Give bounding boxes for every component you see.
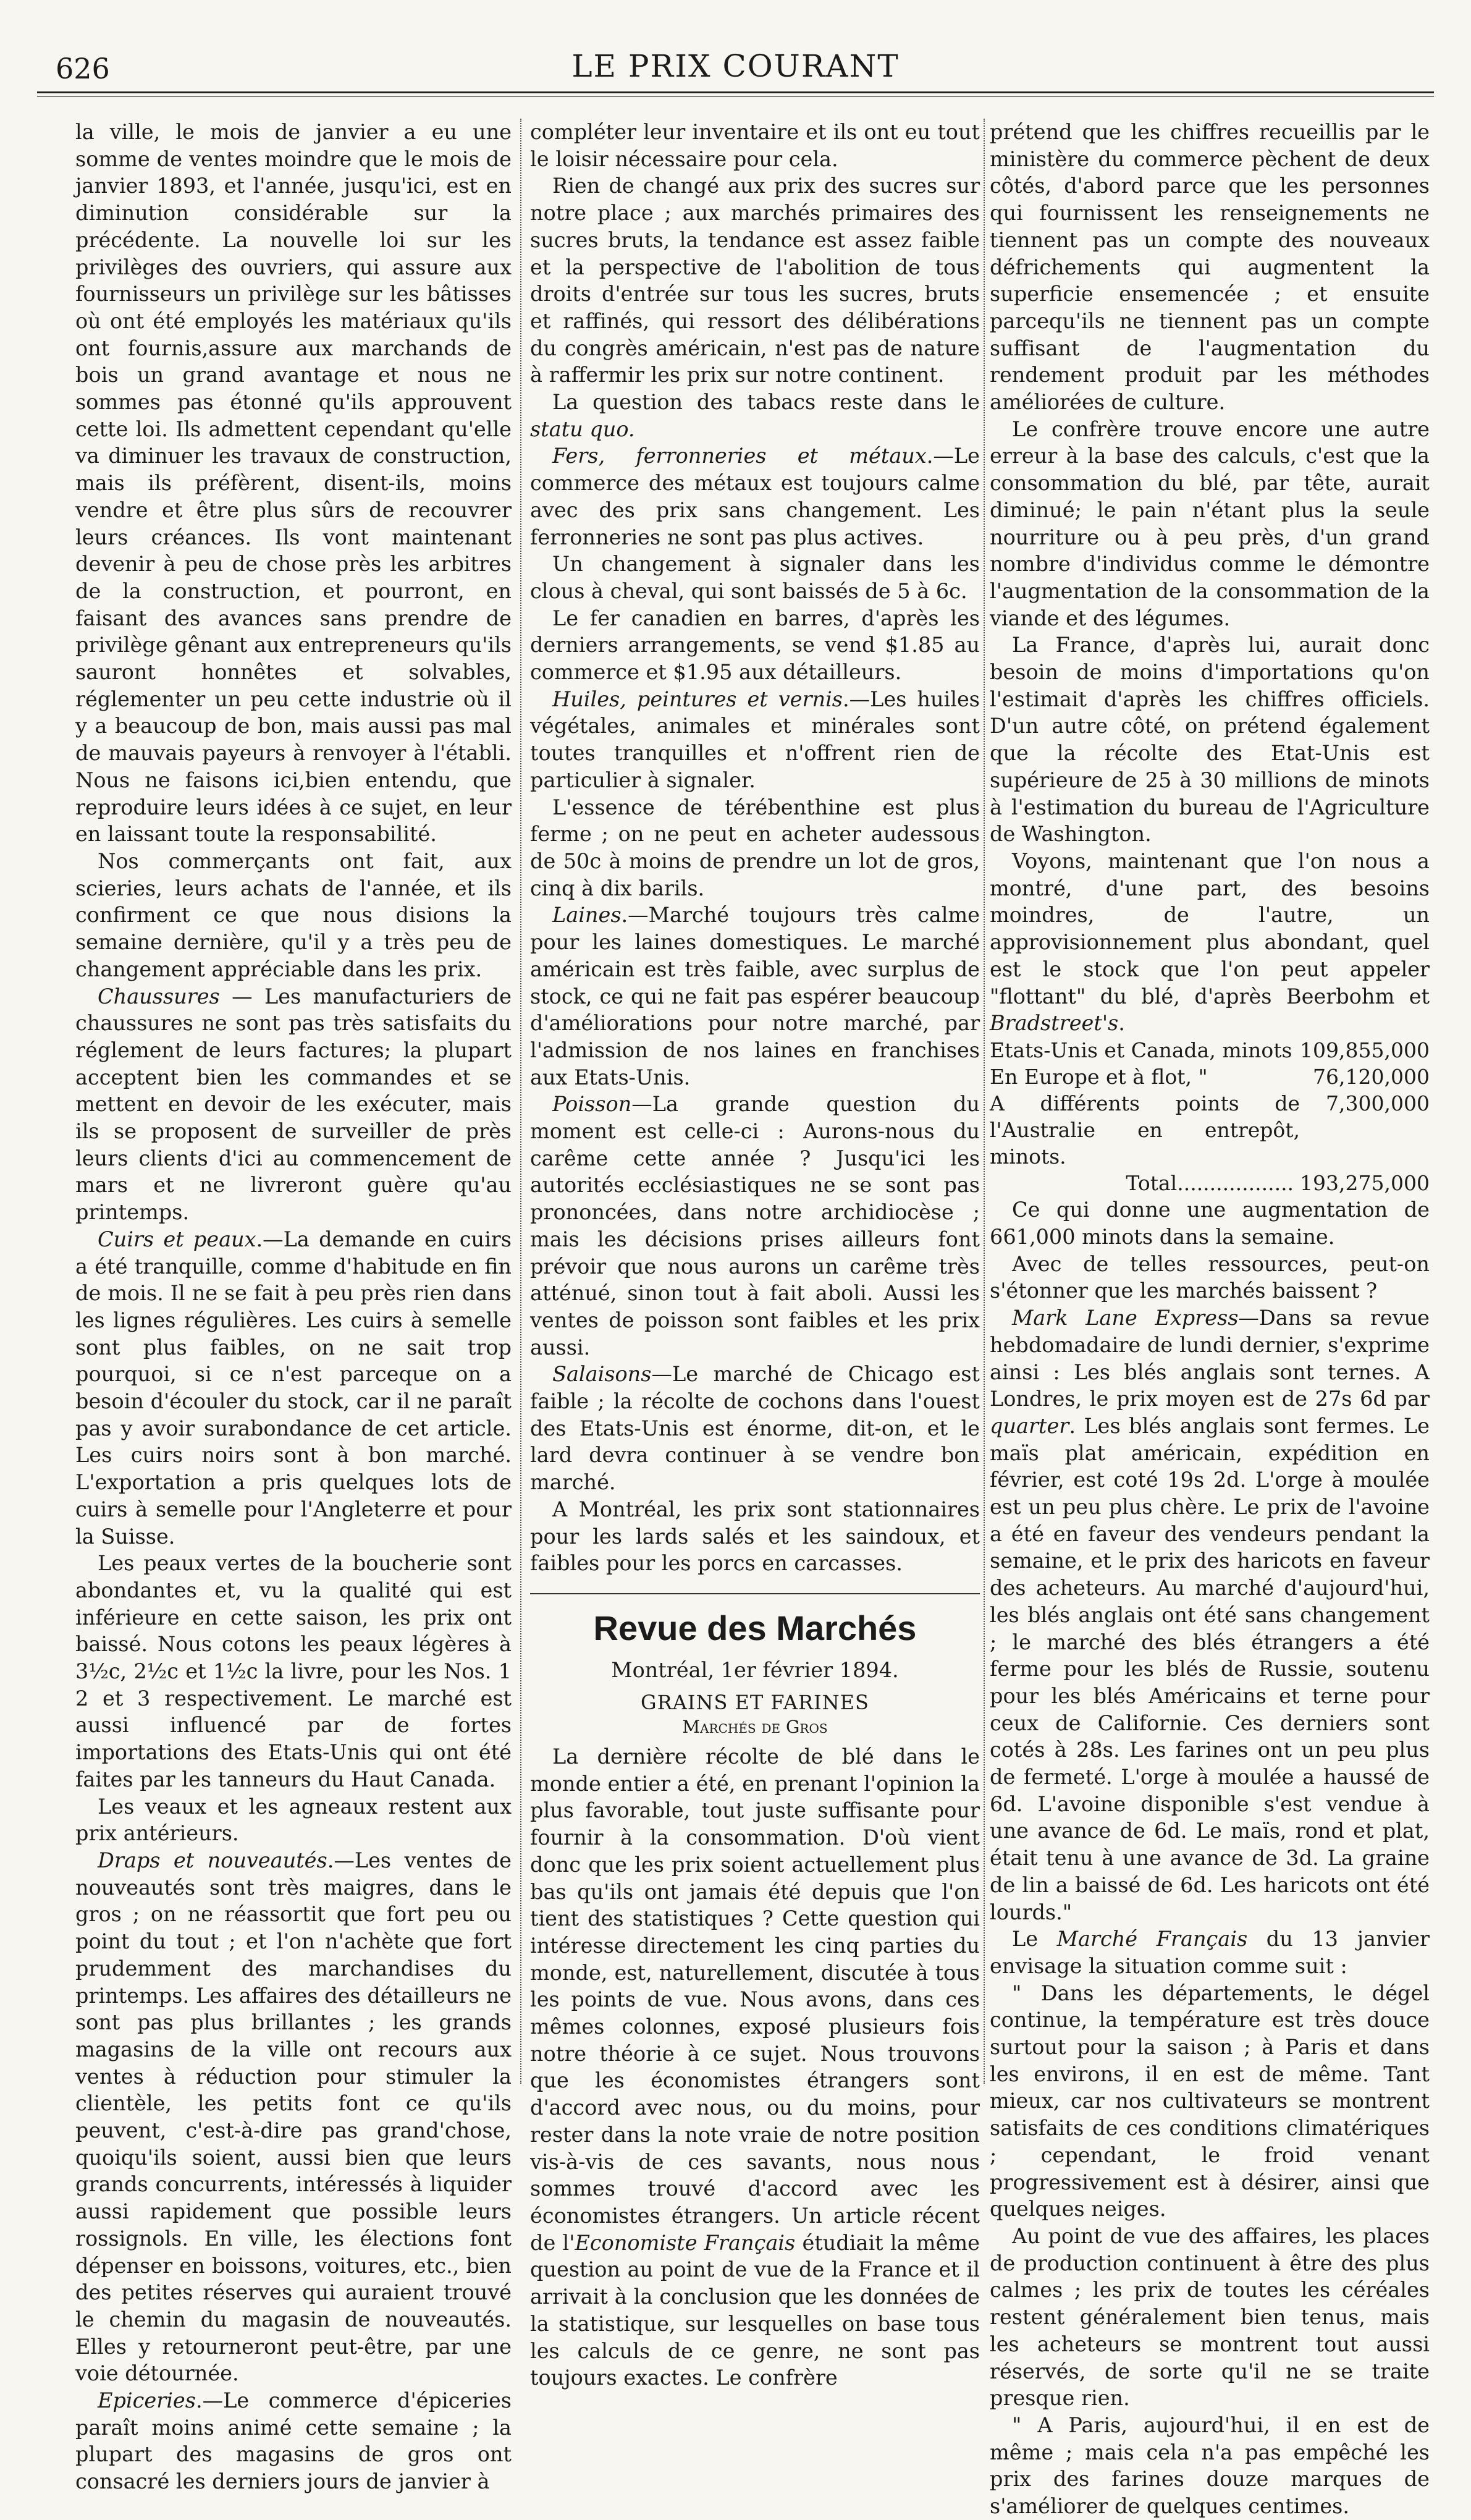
rubric-heading: Salaisons <box>552 1362 652 1387</box>
rubric-heading: Fers, ferronneries et métaux <box>552 444 927 468</box>
column-1 <box>75 119 512 2494</box>
paragraph: prétend que les chiffres recueillis par le ministère du commerce pèchent de deux côtés, d'abord parce que les personnes qui fournissent les renseignements ne tiennent pas un compte des nouveaux défrichements qui augmentent la superficie ensemencée ; et ensuite parcequ'ils ne tiennent pas un compte suffisant de l'augmentation du rendement produit par les méthodes améliorées de culture. <box>990 120 1430 415</box>
paragraph: compléter leur inventaire et ils ont eu tout le loisir nécessaire pour cela. <box>530 120 980 171</box>
paragraph: Le fer canadien en barres, d'après les derniers arrangements, se vend $1.85 au commerce et $1.95 aux détailleurs. <box>530 606 980 685</box>
paragraph: Un changement à signaler dans les clous à cheval, qui sont baissés de 5 à 6c. <box>530 552 980 603</box>
paragraph: Chaussures — Les manufacturiers de chaussures ne sont pas très satisfaits du réglement de leurs factures; la plupart acceptent bien les commandes et se mettent en devoir de les exécuter, mais ils se proposent de surveiller de près leurs clients d'ici au commencement de mars et ne livreront guère qu'au printemps. <box>75 984 512 1225</box>
paragraph: Laines.—Marché toujours très calme pour les laines domestiques. Le marché américain est très faible, avec surplus de stock, ce qui ne fait pas espérer beaucoup d'améliorations pour notre marché, par l'admission de nos laines en franchises aux Etats-Unis. <box>530 903 980 1089</box>
paragraph: Les peaux vertes de la boucherie sont abondantes et, vu la qualité qui est inférieure en cette saison, les prix ont baissé. Nous cotons les peaux légères à 3½c, 2½c et 1½c la livre, pour les Nos. 1 2 et 3 respectivement. Le marché est aussi influencé par de fortes importations des Etats-Unis qui ont été faites par les tanneurs du Haut Canada. <box>75 1551 512 1791</box>
rubric-heading: Draps et nouveautés <box>98 1848 327 1872</box>
rubric-heading: Chaussures <box>98 984 220 1008</box>
paragraph: " Dans les départements, le dégel continue, la température est très douce surtout pour la saison ; à Paris et dans les environs, il en est de même. Tant mieux, car nos cultivateurs se montrent satisfaits de ces conditions climatériques ; cependant, le froid venant progressivement est à désirer, ainsi que quelques neiges. <box>990 1981 1430 2222</box>
paragraph: Rien de changé aux prix des sucres sur notre place ; aux marchés primaires des sucres bruts, la tendance est assez faible et la perspective de l'abolition de tous droits d'entrée sur tous les sucres, bruts et raffinés, qui ressort des délibérations du congrès américain, n'est pas de nature à raffermir les prix sur notre continent. <box>530 174 980 387</box>
paragraph: la ville, le mois de janvier a eu une somme de ventes moindre que le mois de janvier 1893, et l'année, jusqu'ici, est en diminution considérable sur la précédente. La nouvelle loi sur les privilèges des ouvriers, qui assure aux fournisseurs un privilège sur les bâtisses où ont été employés les matériaux qu'ils ont fournis,assure aux marchands de bois un grand avantage et nous ne sommes pas étonné qu'ils approuvent cette loi. Ils admettent cependant qu'elle va diminuer les travaux de construction, mais ils préfèrent, disent-ils, moins vendre et être plus sûrs de recouvrer leurs créances. Ils vont maintenant devenir à peu de chose près les arbitres de la construction, et pourront, en faisant des avances sans prendre de privilège gênant aux entrepreneurs qu'ils sauront honnêtes et solvables, réglementer un peu cette industrie où il y a beaucoup de bon, mais aussi pas mal de mauvais payeurs à renvoyer à l'établi. Nous ne faisons ici,bien entendu, que reproduire leurs idées à ce sujet, en leur en laissant toute la responsabilité. <box>75 120 512 847</box>
table-total-row <box>990 1170 1430 1196</box>
rubric-heading: Laines <box>552 903 622 928</box>
paragraph: La France, d'après lui, aurait donc besoin de moins d'importations qu'on l'estimait d'après les chiffres officiels. D'un autre côté, on prétend également que la récolte des Etat-Unis est supérieure de 25 à 30 millions de minots à l'estimation du bureau de l'Agriculture de Washington. <box>990 633 1430 847</box>
table-row <box>990 1063 1430 1090</box>
table-cell-value: 76,120,000 <box>1313 1064 1430 1089</box>
total-value: 193,275,000 <box>1300 1171 1430 1196</box>
wheat-stock-table <box>990 1037 1430 1196</box>
paragraph: Epiceries.—Le commerce d'épiceries paraît moins animé cette semaine ; la plupart des magasins de gros ont consacré les derniers jours de janvier à <box>75 2388 512 2494</box>
paragraph: Nos commerçants ont fait, aux scieries, leurs achats de l'année, et ils confirment ce que nous disions la semaine dernière, qu'il y a très peu de changement appréciable dans les prix. <box>75 848 512 981</box>
table-cell-label: A différents points de l'Australie en entrepôt, minots. <box>990 1091 1300 1169</box>
rubric-heading: Huiles, peintures et vernis <box>552 687 843 711</box>
paragraph: Cuirs et peaux.—La demande en cuirs a été tranquille, comme d'habitude en fin de mois. Il ne se fait à peu près rien dans les lignes régulières. Les cuirs à semelle sont plus faibles, on ne sait trop pourquoi, si ce n'est parceque on a besoin d'écouler du stock, car il ne paraît pas y avoir surabondance de cet article. Les cuirs noirs sont à bon marché. L'exportation a pris quelques lots de cuirs à semelle pour l'Angleterre et pour la Suisse. <box>75 1227 512 1549</box>
table-cell-value: 7,300,000 <box>1326 1091 1430 1116</box>
table-cell-value: 109,855,000 <box>1300 1038 1430 1062</box>
paragraph: Le Marché Français du 13 janvier envisage la situation comme suit : <box>990 1927 1430 1978</box>
section-title: GRAINS ET FARINES <box>641 1690 869 1714</box>
column-divider <box>520 119 521 2084</box>
paragraph: Au point de vue des affaires, les places de production continuent à être des plus calmes ; les prix de toutes les céréales restent généralement bien tenus, mais les acheteurs se montrent tout aussi réservés, de sorte qu'il ne se traite presque rien. <box>990 2224 1430 2411</box>
paragraph: A Montréal, les prix sont stationnaires pour les lards salés et les saindoux, et faibles pour les porcs en carcasses. <box>530 1497 980 1576</box>
paragraph: Poisson—La grande question du moment est celle-ci : Aurons-nous du carême cette année ? Jusqu'ici les autorités ecclésiastiques ne se sont pas prononcées, dans notre archidiocèse ; mais les décisions prises ailleurs font prévoir que nous aurons un carême très atténué, sinon tout à fait aboli. Aussi les ventes de poisson sont faibles et les prix aussi. <box>530 1092 980 1359</box>
column-divider <box>984 119 985 2084</box>
header-rule-thin <box>37 96 1434 97</box>
paragraph: Avec de telles ressources, peut-on s'étonner que les marchés baissent ? <box>990 1251 1430 1303</box>
rubric-heading: Poisson <box>552 1092 632 1117</box>
paragraph: La question des tabacs reste dans le statu quo. <box>530 390 980 441</box>
table-row <box>990 1090 1430 1170</box>
rubric-heading: Mark Lane Express <box>1012 1306 1239 1330</box>
table-row <box>990 1037 1430 1063</box>
column-3 <box>990 119 1430 2519</box>
paragraph: Ce qui donne une augmentation de 661,000 minots dans la semaine. <box>990 1198 1430 1249</box>
paragraph: " A Paris, aujourd'hui, il en est de même ; mais cela n'a pas empêché les prix des farines douze marques de s'améliorer de quelques centimes. <box>990 2412 1430 2519</box>
rubric-heading: Epiceries <box>98 2388 196 2413</box>
subsection-title: Marchés de Gros <box>682 1716 828 1737</box>
header-rule <box>37 91 1434 93</box>
paragraph: L'essence de térébenthine est plus ferme ; on ne peut en acheter audessous de 50c à moins de prendre un lot de gros, cinq à dix barils. <box>530 795 980 900</box>
section-heading: Revue des Marchés <box>530 1593 980 1651</box>
paragraph: Le confrère trouve encore une autre erreur à la base des calculs, c'est que la consommation du blé, par tête, aurait diminué; le pain n'étant plus la seule nourriture ou à peu près, d'un grand nombre d'individus comme le démontre l'augmentation de la consommation de la viande et des légumes. <box>990 416 1430 630</box>
paragraph: Huiles, peintures et vernis.—Les huiles végétales, animales et minérales sont toutes tranquilles et n'offrent rien de particulier à signaler. <box>530 687 980 792</box>
paragraph: Les veaux et les agneaux restent aux prix antérieurs. <box>75 1794 512 1846</box>
paragraph: Mark Lane Express—Dans sa revue hebdomadaire de lundi dernier, s'exprime ainsi : Les blés anglais sont ternes. A Londres, le prix moyen est de 27s 6d par quarter. Les blés anglais sont fermes. Le maïs plat américain, expédition en février, est coté 19s 2d. L'orge à moulée est un peu plus chère. Le prix de l'avoine a été en faveur des vendeurs pendant la semaine, et le prix des haricots en faveur des acheteurs. Au marché d'aujourd'hui, les blés anglais ont été sans changement ; le marché des blés étrangers a été ferme pour les blés de Russie, soutenu pour les blés Américains et terne pour ceux de Californie. Ces derniers sont cotés à 28s. Les farines ont un peu plus de fermeté. L'orge à moulée a haussé de 6d. L'avoine disponible s'est vendue à une avance de 6d. Le maïs, rond et plat, était tenu à une avance de 3d. La graine de lin a baissé de 6d. Les haricots ont été lourds." <box>990 1306 1430 1924</box>
total-label: Total.................. <box>1126 1171 1294 1196</box>
journal-title: LE PRIX COURANT <box>571 48 900 84</box>
paragraph: Fers, ferronneries et métaux.—Le commerce des métaux est toujours calme avec des prix sans changement. Les ferronneries ne sont pas plus actives. <box>530 444 980 549</box>
dateline: Montréal, 1er février 1894. <box>611 1658 899 1683</box>
rubric-heading: Cuirs et peaux <box>98 1227 256 1251</box>
paragraph: Draps et nouveautés.—Les ventes de nouveautés sont très maigres, dans le gros ; on ne réassortit que fort peu ou point du tout ; et l'on n'achète que fort prudemment des marchandises du printemps. Les affaires des détailleurs ne sont pas plus brillantes ; les grands magasins de la ville ont recours aux ventes à réduction pour stimuler la clientèle, les petits font ce qu'ils peuvent, c'est-à-dire pas grand'chose, quoiqu'ils soient, aussi bien que leurs grands concurrents, intéressés à liquider aussi rapidement que possible leurs rossignols. En ville, les élections font dépenser en boissons, voitures, etc., bien des petites réserves qui auraient trouvé le chemin du magasin de nouveautés. Elles y retourneront peut-être, par une voie détournée. <box>75 1848 512 2386</box>
paragraph: La dernière récolte de blé dans le monde entier a été, en prenant l'opinion la plus favorable, tout juste suffisante pour fournir à la consommation. D'où vient donc que les prix soient actuellement plus bas qu'ils ont jamais été depuis que l'on tient des statistiques ? Cette question qui intéresse directement les cinq parties du monde, est, naturellement, discutée à tous les points de vue. Nous avons, dans ces mêmes colonnes, exposé plusieurs fois notre théorie à ce sujet. Nous trouvons que les économistes étrangers sont d'accord avec nous, ou du moins, pour rester dans la note vraie de notre position vis-à-vis de ces savants, nous nous sommes trouvé d'accord avec les économistes étrangers. Un article récent de l'Economiste Français étudiait la même question au point de vue de la France et il arrivait à la conclusion que les données de la statistique, sur lesquelles on base tous les calculs de ce genre, ne sont pas toujours exactes. Le confrère <box>530 1744 980 2390</box>
page-header <box>37 48 1434 91</box>
paragraph: Salaisons—Le marché de Chicago est faible ; la récolte de cochons dans l'ouest des Etats-Unis est énorme, dit-on, et le lard devra continuer à se vendre bon marché. <box>530 1362 980 1495</box>
page-number: 626 <box>56 52 110 85</box>
paragraph: Voyons, maintenant que l'on nous a montré, d'une part, des besoins moindres, de l'autre, un approvisionnement plus abondant, quel est le stock que l'on peut appeler "flottant" du blé, d'après Beerbohm et Bradstreet's. <box>990 848 1430 1036</box>
table-cell-label: Etats-Unis et Canada, minots <box>990 1038 1292 1062</box>
column-2 <box>530 119 980 2390</box>
table-cell-label: En Europe et à flot, " <box>990 1064 1208 1089</box>
